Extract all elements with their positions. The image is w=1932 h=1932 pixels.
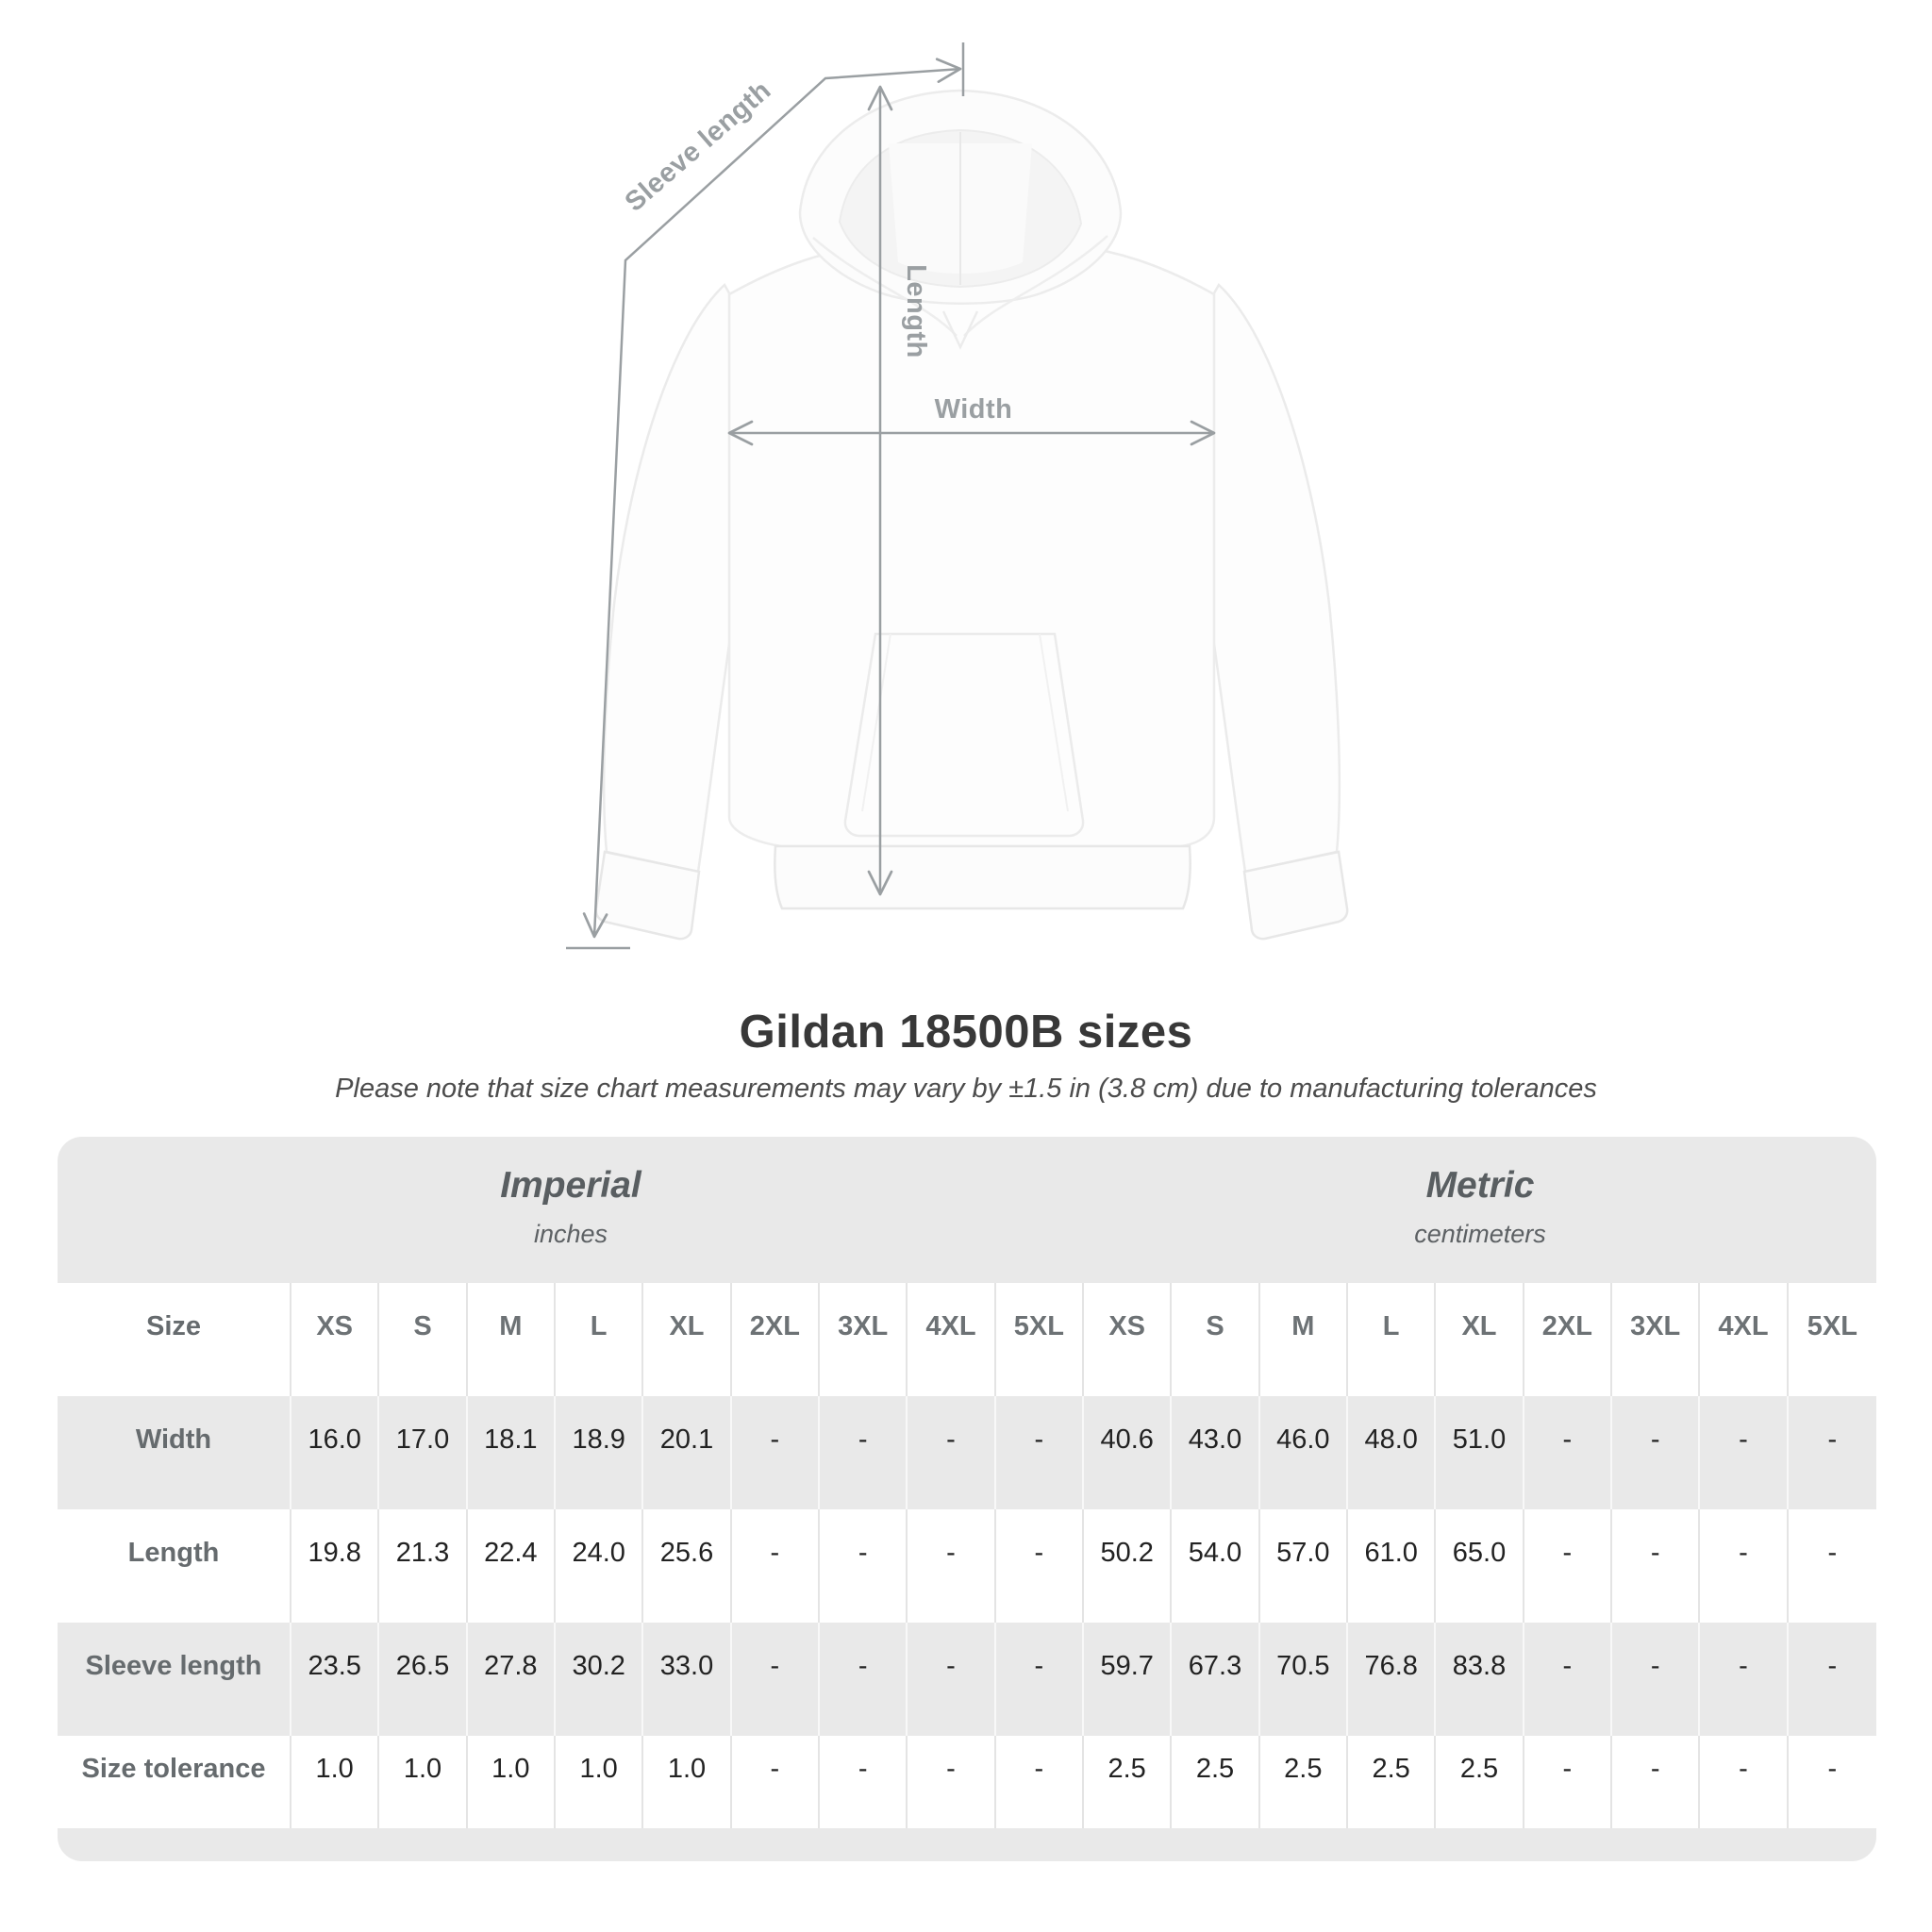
value-cell-imperial: - (820, 1623, 908, 1736)
value-cell-metric: - (1827, 1650, 1838, 1681)
value-cell-imperial: 21.3 (379, 1509, 467, 1623)
value-cell-metric: - (1612, 1509, 1700, 1623)
value-cell-imperial: 24.0 (556, 1509, 643, 1623)
value-cell-metric: - (1789, 1736, 1876, 1828)
value-cell-metric: 50.2 (1084, 1509, 1172, 1623)
size-chart-table (58, 1137, 1876, 1861)
page-subtitle: Please note that size chart measurements may vary by ±1.5 in (3.8 cm) due to manufacturing tolerances (335, 1074, 1597, 1104)
value-cell-imperial: - (908, 1623, 995, 1736)
value-cell-imperial: - (908, 1396, 995, 1509)
value-cell-imperial: 33.0 (643, 1623, 731, 1736)
value-cell-metric: 83.8 (1436, 1623, 1524, 1736)
value-cell-imperial: 18.1 (468, 1396, 556, 1509)
value-cell-metric: 43.0 (1172, 1396, 1259, 1509)
size-header-imperial: XL (643, 1283, 731, 1396)
row-label: Width (58, 1396, 291, 1509)
row-label: Sleeve length (58, 1623, 291, 1736)
value-cell-metric: 70.5 (1260, 1623, 1348, 1736)
value-cell-metric: - (1700, 1396, 1788, 1509)
value-cell-imperial: 25.6 (643, 1509, 731, 1623)
size-header-metric: M (1260, 1283, 1348, 1396)
value-cell-imperial: 18.9 (556, 1396, 643, 1509)
value-cell-metric: 2.5 (1260, 1736, 1348, 1828)
size-table-grid (58, 1283, 1876, 1828)
value-cell-imperial: - (908, 1509, 995, 1623)
size-header-metric: XS (1084, 1283, 1172, 1396)
value-cell-metric: 2.5 (1084, 1736, 1172, 1828)
size-header-imperial: XS (291, 1283, 379, 1396)
value-cell-metric: 40.6 (1084, 1396, 1172, 1509)
imperial-subtitle: inches (533, 1220, 608, 1248)
value-cell-metric: 51.0 (1436, 1396, 1524, 1509)
hoodie-image (596, 91, 1347, 939)
value-cell-metric: 2.5 (1436, 1736, 1524, 1828)
width-label: Width (934, 394, 1013, 425)
value-cell-imperial: 1.0 (643, 1736, 731, 1828)
size-header-metric: XL (1436, 1283, 1524, 1396)
size-header-metric: 5XL (1789, 1283, 1876, 1396)
value-cell-imperial: - (820, 1396, 908, 1509)
value-cell-metric: 61.0 (1348, 1509, 1436, 1623)
size-header-imperial: 3XL (820, 1283, 908, 1396)
imperial-title: Imperial (500, 1165, 641, 1206)
value-cell-imperial: - (820, 1736, 908, 1828)
length-label: Length (901, 264, 931, 358)
value-cell-metric: 2.5 (1348, 1736, 1436, 1828)
metric-unit-group (1084, 1137, 1876, 1283)
size-header-imperial: S (379, 1283, 467, 1396)
value-cell-imperial: 1.0 (379, 1736, 467, 1828)
value-cell-imperial: 23.5 (291, 1623, 379, 1736)
value-cell-imperial: 30.2 (556, 1623, 643, 1736)
value-cell-metric: 67.3 (1172, 1623, 1259, 1736)
row-label: Size tolerance (58, 1736, 291, 1828)
size-header-imperial: M (468, 1283, 556, 1396)
value-cell-metric: - (1700, 1736, 1788, 1828)
metric-title: Metric (1425, 1165, 1535, 1206)
hoodie-waistband (774, 846, 1190, 908)
value-cell-metric: 46.0 (1260, 1396, 1348, 1509)
page-title: Gildan 18500B sizes (739, 1007, 1193, 1058)
value-cell-imperial: 22.4 (468, 1509, 556, 1623)
size-header-metric: 3XL (1612, 1283, 1700, 1396)
unit-band (58, 1137, 1876, 1283)
value-cell-imperial: 1.0 (468, 1736, 556, 1828)
value-cell-imperial: - (820, 1509, 908, 1623)
value-cell-imperial: - (996, 1736, 1084, 1828)
size-header-imperial: 4XL (908, 1283, 995, 1396)
size-header-metric: 2XL (1524, 1283, 1612, 1396)
value-cell-imperial: 20.1 (643, 1396, 731, 1509)
value-cell-metric: - (1700, 1509, 1788, 1623)
imperial-unit-group (58, 1137, 1084, 1283)
value-cell-metric: - (1789, 1509, 1876, 1623)
value-cell-imperial: 1.0 (556, 1736, 643, 1828)
value-cell-metric: 48.0 (1348, 1396, 1436, 1509)
value-cell-metric: 57.0 (1260, 1509, 1348, 1623)
value-cell-metric: - (1612, 1396, 1700, 1509)
value-cell-imperial: - (732, 1623, 820, 1736)
value-cell-imperial: - (908, 1736, 995, 1828)
value-cell-imperial: - (732, 1736, 820, 1828)
value-cell-imperial: 16.0 (291, 1396, 379, 1509)
size-header-metric: S (1172, 1283, 1259, 1396)
value-cell-metric: - (1827, 1424, 1838, 1455)
size-header-imperial: 5XL (996, 1283, 1084, 1396)
size-header-metric: 4XL (1700, 1283, 1788, 1396)
value-cell-imperial: - (996, 1396, 1084, 1509)
value-cell-imperial: 26.5 (379, 1623, 467, 1736)
value-cell-imperial: 19.8 (291, 1509, 379, 1623)
value-cell-metric: 59.7 (1084, 1623, 1172, 1736)
value-cell-metric: - (1700, 1623, 1788, 1736)
size-header-imperial: 2XL (732, 1283, 820, 1396)
size-header-imperial: L (556, 1283, 643, 1396)
value-cell-metric: - (1524, 1396, 1612, 1509)
value-cell-imperial: 1.0 (291, 1736, 379, 1828)
value-cell-metric: 65.0 (1436, 1509, 1524, 1623)
value-cell-imperial: 27.8 (468, 1623, 556, 1736)
value-cell-metric: - (1612, 1736, 1700, 1828)
size-header-metric: L (1348, 1283, 1436, 1396)
value-cell-metric: 54.0 (1172, 1509, 1259, 1623)
value-cell-metric: - (1524, 1736, 1612, 1828)
value-cell-imperial: - (996, 1623, 1084, 1736)
value-cell-imperial: 17.0 (379, 1396, 467, 1509)
metric-subtitle: centimeters (1414, 1220, 1546, 1248)
value-cell-imperial: - (732, 1509, 820, 1623)
sleeve-length-label: Sleeve length (619, 75, 777, 218)
value-cell-imperial: - (732, 1396, 820, 1509)
value-cell-metric: - (1524, 1623, 1612, 1736)
value-cell-metric: 2.5 (1172, 1736, 1259, 1828)
size-column-header: Size (58, 1283, 291, 1396)
value-cell-metric: 76.8 (1348, 1623, 1436, 1736)
row-label: Length (58, 1509, 291, 1623)
value-cell-metric: - (1524, 1509, 1612, 1623)
value-cell-imperial: - (996, 1509, 1084, 1623)
value-cell-metric: - (1612, 1623, 1700, 1736)
